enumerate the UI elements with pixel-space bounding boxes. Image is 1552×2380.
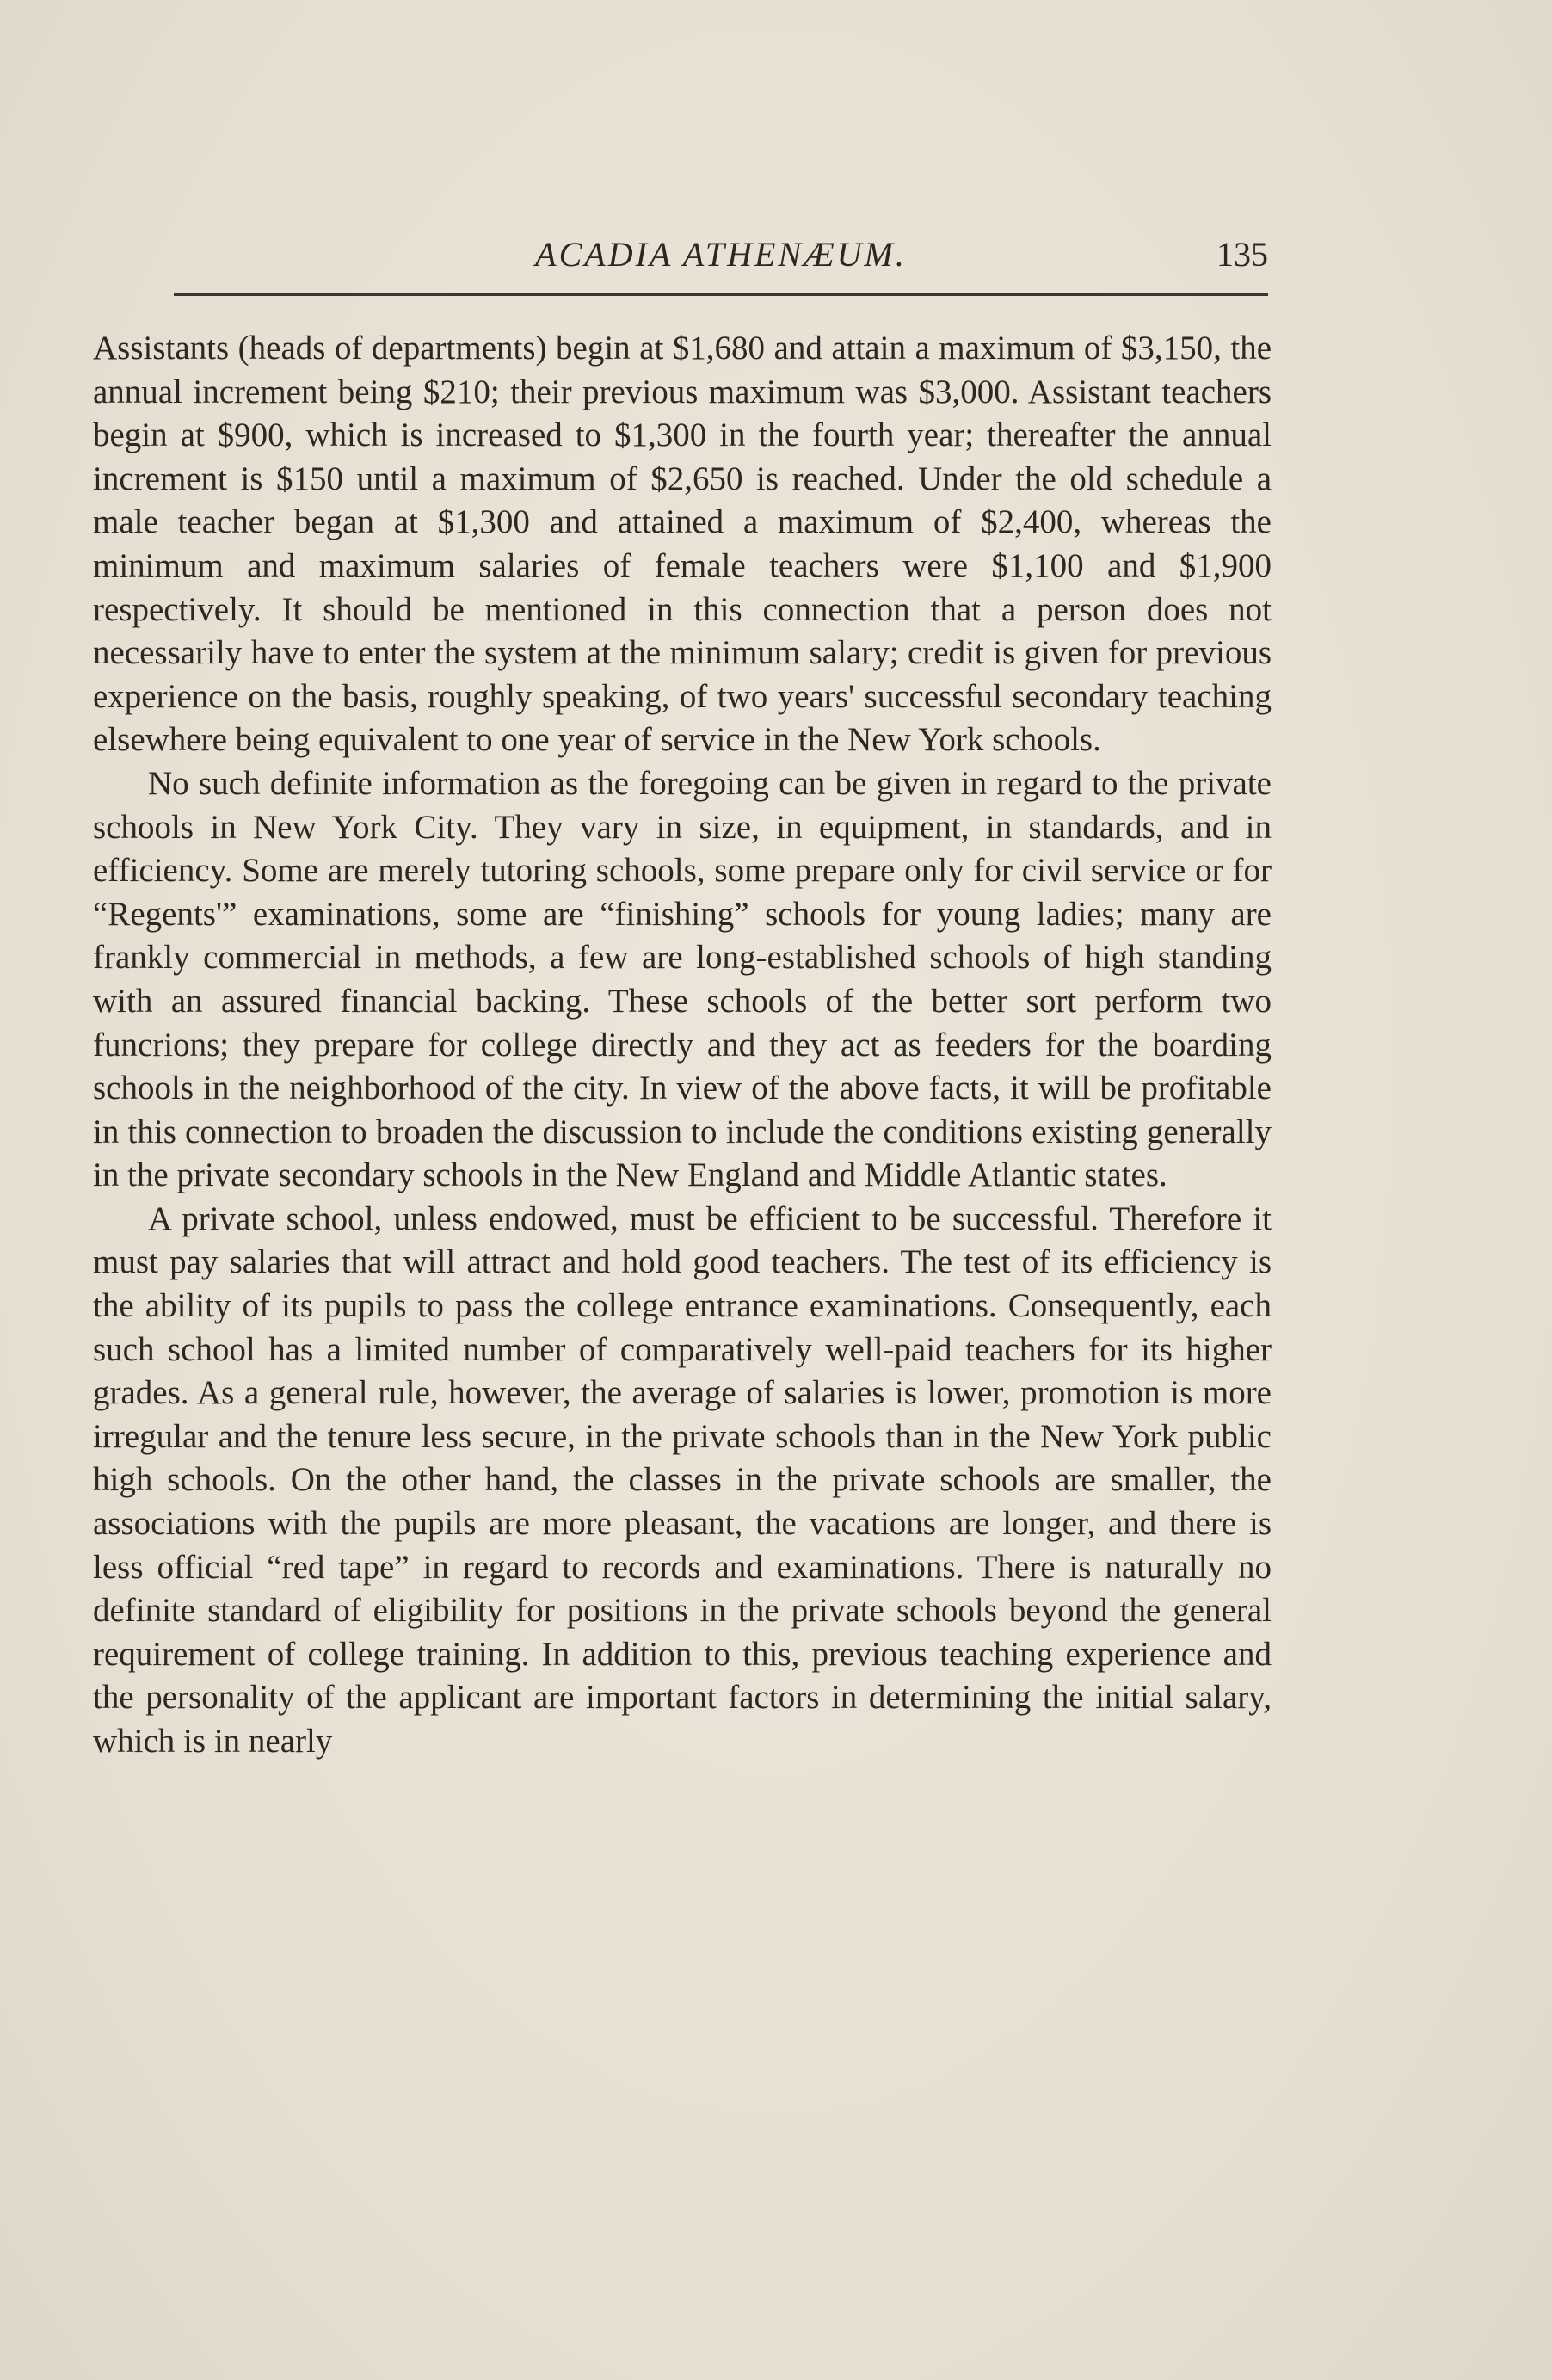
page-number: 135 bbox=[1216, 235, 1268, 274]
journal-title: ACADIA ATHENÆUM. bbox=[535, 235, 907, 274]
paragraph-3: A private school, unless endowed, must be efficient to be successful. Therefore it must pay salaries that will attract and hold good teachers. The test of its efficiency is the ability of its pupils to pass the college entrance examinations. Consequently, each such school has a limited number of comparatively well-paid teachers for its higher grades. As a general rule, however, the average of salaries is lower, promotion is more irregular and the tenure less secure, in the private schools than in the New York public high schools. On the other hand, the classes in the private schools are smaller, the associations with the pupils are more pleasant, the vacations are longer, and there is less official “red tape” in regard to records and examinations. There is naturally no definite standard of eligibility for positions in the private schools beyond the general requirement of college training. In addition to this, previous teaching experience and the personality of the applicant are important factors in determining the initial salary, which is in nearly bbox=[93, 1199, 1272, 1760]
header-rule bbox=[174, 293, 1268, 296]
paragraph-1: Assistants (heads of departments) begin at $1,680 and attain a maximum of $3,150, the annual increment being $210; their previous maximum was $3,000. Assistant teachers begin at $900, which is increased to $1,300 in the fourth year; thereafter the annual increment is $150 until a maximum of $2,650 is reached. Under the old schedule a male teacher began at $1,300 and attained a maximum of $2,400, whereas the minimum and maximum salaries of female teachers were $1,100 and $1,900 respectively. It should be mentioned in this connection that a person does not necessarily have to enter the system at the minimum salary; credit is given for previous experience on the basis, roughly speaking, of two years' successful secondary teaching elsewhere being equivalent to one year of service in the New York schools. bbox=[93, 330, 1272, 759]
running-head bbox=[174, 231, 1268, 282]
paragraph-2: No such definite information as the foregoing can be given in regard to the private schools in New York City. They vary in size, in equipment, in standards, and in efficiency. Some are merely tutoring schools, some prepare only for civil service or for “Regents'” examinations, some are “finishing” schools for young ladies; many are frankly commercial in methods, a few are long-established schools of high standing with an assured financial backing. These schools of the better sort perform two funcrions; they prepare for college directly and they act as feeders for the boarding schools in the neighborhood of the city. In view of the above facts, it will be profitable in this connection to broaden the discussion to include the conditions existing generally in the private secondary schools in the New England and Middle Atlantic states. bbox=[93, 764, 1272, 1194]
body-text bbox=[93, 327, 1272, 1764]
